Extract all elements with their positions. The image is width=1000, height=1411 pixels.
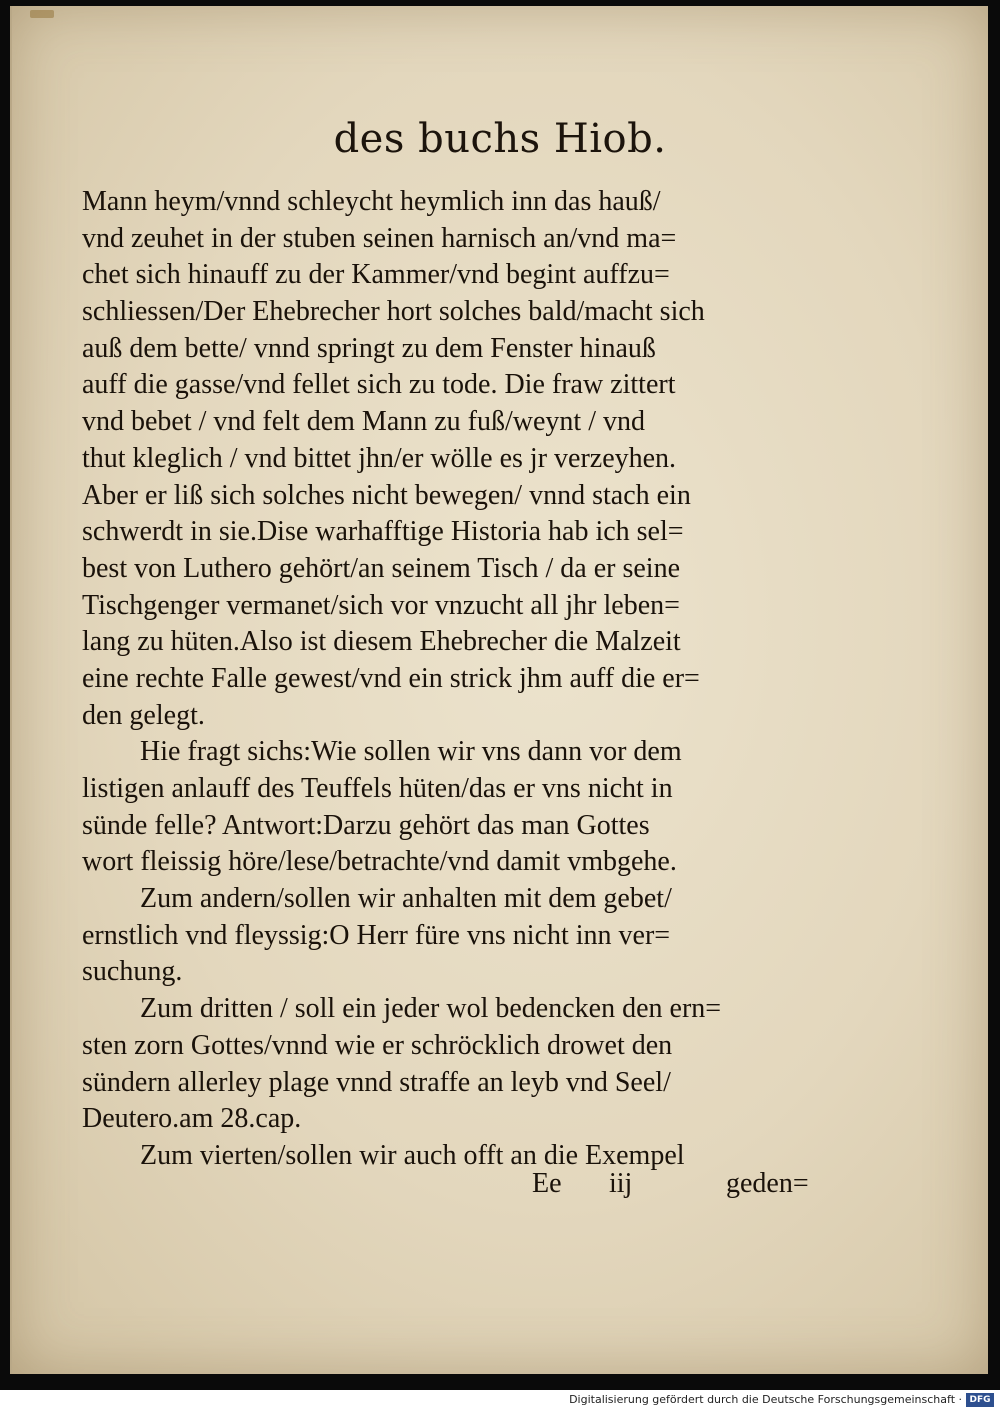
text-line: ernstlich vnd fleyssig:O Herr füre vns nicht inn ver= (82, 919, 671, 951)
book-page (10, 6, 988, 1374)
text-line: vnd bebet / vnd felt dem Mann zu fuß/weynt / vnd (82, 406, 645, 438)
text-line: sündern allerley plage vnnd straffe an leyb vnd Seel/ (82, 1066, 671, 1098)
text-line: sten zorn Gottes/vnnd wie er schröcklich drowet den (82, 1029, 673, 1061)
text-line: Deutero.am 28.cap. (82, 1103, 302, 1135)
text-line: schwerdt in sie.Dise warhafftige Historia hab ich sel= (82, 516, 684, 548)
running-head: des buchs Hiob. (333, 116, 667, 162)
text-line: Hie fragt sichs:Wie sollen wir vns dann vor dem (140, 736, 682, 768)
text-line: Mann heym/vnnd schleycht heymlich inn das hauß/ (82, 186, 661, 217)
text-line: listigen anlauff des Teuffels hüten/das er vns nicht in (82, 773, 673, 804)
signature-mark: Ee (532, 1168, 562, 1199)
text-line: den gelegt. (82, 699, 205, 731)
text-line: schliessen/Der Ehebrecher hort solches bald/macht sich (82, 296, 705, 328)
text-line: Aber er liß sich solches nicht bewegen/ vnnd stach ein (82, 479, 691, 511)
dfg-logo: DFG (966, 1393, 994, 1407)
signature-number: iij (609, 1168, 633, 1199)
text-line: Zum dritten / soll ein jeder wol bedencken den ern= (140, 993, 722, 1025)
text-line: Tischgenger vermanet/sich vor vnzucht all jhr leben= (82, 589, 680, 621)
text-line: vnd zeuhet in der stuben seinen harnisch an/vnd ma= (82, 222, 677, 254)
text-line: sünde felle? Antwort:Darzu gehört das man Gottes (82, 809, 650, 841)
signature-line (532, 1168, 832, 1200)
text-line: suchung. (82, 956, 183, 988)
text-line: Zum vierten/sollen wir auch offt an die Exempel (140, 1139, 685, 1171)
footer-bar (0, 1390, 1000, 1411)
text-line: auff die gasse/vnd fellet sich zu tode. Die fraw zittert (82, 369, 676, 401)
text-line: chet sich hinauff zu der Kammer/vnd begint auffzu= (82, 259, 670, 291)
text-line: best von Luthero gehört/an seinem Tisch / da er seine (82, 552, 680, 584)
text-line: auß dem bette/ vnnd springt zu dem Fenster hinauß (82, 332, 656, 364)
text-line: eine rechte Falle gewest/vnd ein strick jhm auff die er= (82, 662, 700, 694)
page-corner-mark (30, 10, 54, 18)
text-line: wort fleissig höre/lese/betrachte/vnd damit vmbgehe. (82, 846, 677, 878)
funding-credit: Digitalisierung gefördert durch die Deutsche Forschungsgemeinschaft · (569, 1393, 962, 1406)
text-line: lang zu hüten.Also ist diesem Ehebrecher die Malzeit (82, 626, 681, 658)
text-line: thut kleglich / vnd bittet jhn/er wölle es jr verzeyhen. (82, 442, 677, 474)
body-text (82, 184, 822, 1175)
text-line: Zum andern/sollen wir anhalten mit dem gebet/ (140, 883, 672, 915)
catchword: geden= (726, 1168, 809, 1199)
